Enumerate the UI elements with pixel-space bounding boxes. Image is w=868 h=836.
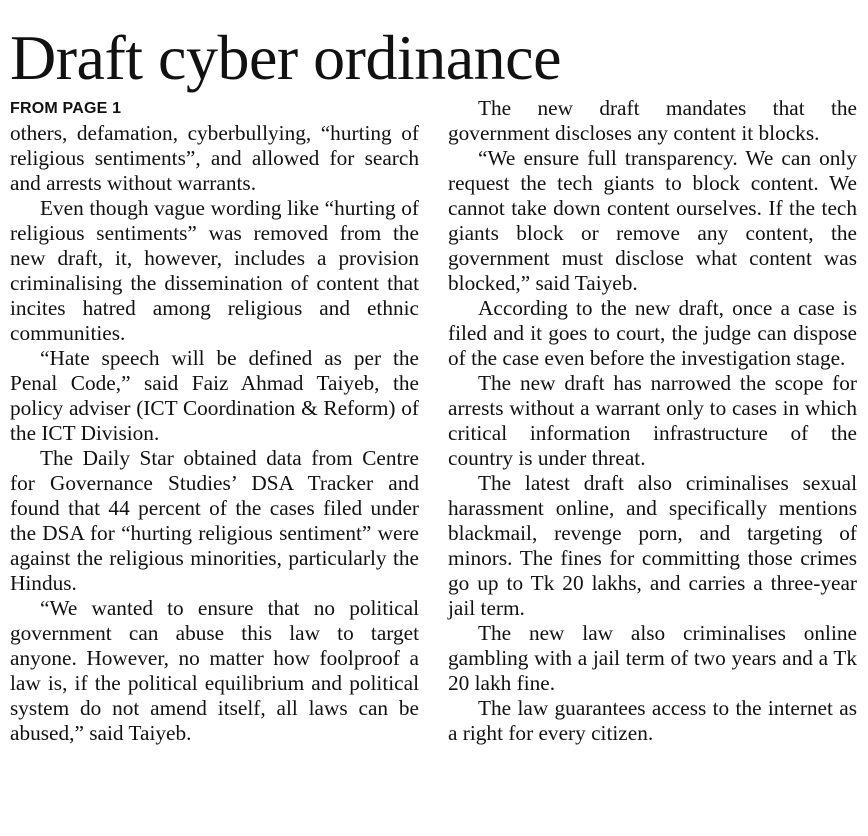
jumpline: FROM PAGE 1: [10, 100, 122, 117]
paragraph: Even though vague wording like “hurting of religious sentiments” was removed from the new draft, it, however, includes a provision criminalising the dissemination of content that incites hatred among religious and ethnic communities.: [10, 196, 419, 345]
headline: Draft cyber ordinance: [10, 22, 561, 93]
paragraph: others, defamation, cyberbullying, “hurting of religious sentiments”, and allowed for search and arrests without warrants.: [10, 121, 419, 195]
paragraph: The latest draft also criminalises sexual harassment online, and specifically mentions blackmail, revenge porn, and targeting of minors. The fines for committing those crimes go up to Tk 20 lakhs, and carries a three-year jail term.: [448, 471, 857, 620]
paragraph: The new draft mandates that the government discloses any content it blocks.: [448, 96, 857, 145]
paragraph: “Hate speech will be defined as per the Penal Code,” said Faiz Ahmad Taiyeb, the policy adviser (ICT Coordination & Reform) of the ICT Division.: [10, 346, 419, 445]
paragraph: “We ensure full transparency. We can only request the tech giants to block content. We cannot take down content ourselves. If the tech giants block or remove any content, the government must disclose what content was blocked,” said Taiyeb.: [448, 146, 857, 295]
paragraph: According to the new draft, once a case is filed and it goes to court, the judge can dispose of the case even before the investigation stage.: [448, 296, 857, 370]
article-column-left: [10, 96, 419, 746]
paragraph: The new law also criminalises online gambling with a jail term of two years and a Tk 20 lakh fine.: [448, 621, 857, 695]
paragraph: The Daily Star obtained data from Centre for Governance Studies’ DSA Tracker and found that 44 percent of the cases filed under the DSA for “hurting religious sentiment” were against the religious minorities, particularly the Hindus.: [10, 446, 419, 595]
paragraph: The new draft has narrowed the scope for arrests without a warrant only to cases in which critical information infrastructure of the country is under threat.: [448, 371, 857, 470]
article-column-right: [448, 96, 857, 746]
paragraph: The law guarantees access to the internet as a right for every citizen.: [448, 696, 857, 745]
paragraph: “We wanted to ensure that no political government can abuse this law to target anyone. However, no matter how foolproof a law is, if the political equilibrium and political system do not amend itself, all laws can be abused,” said Taiyeb.: [10, 596, 419, 745]
